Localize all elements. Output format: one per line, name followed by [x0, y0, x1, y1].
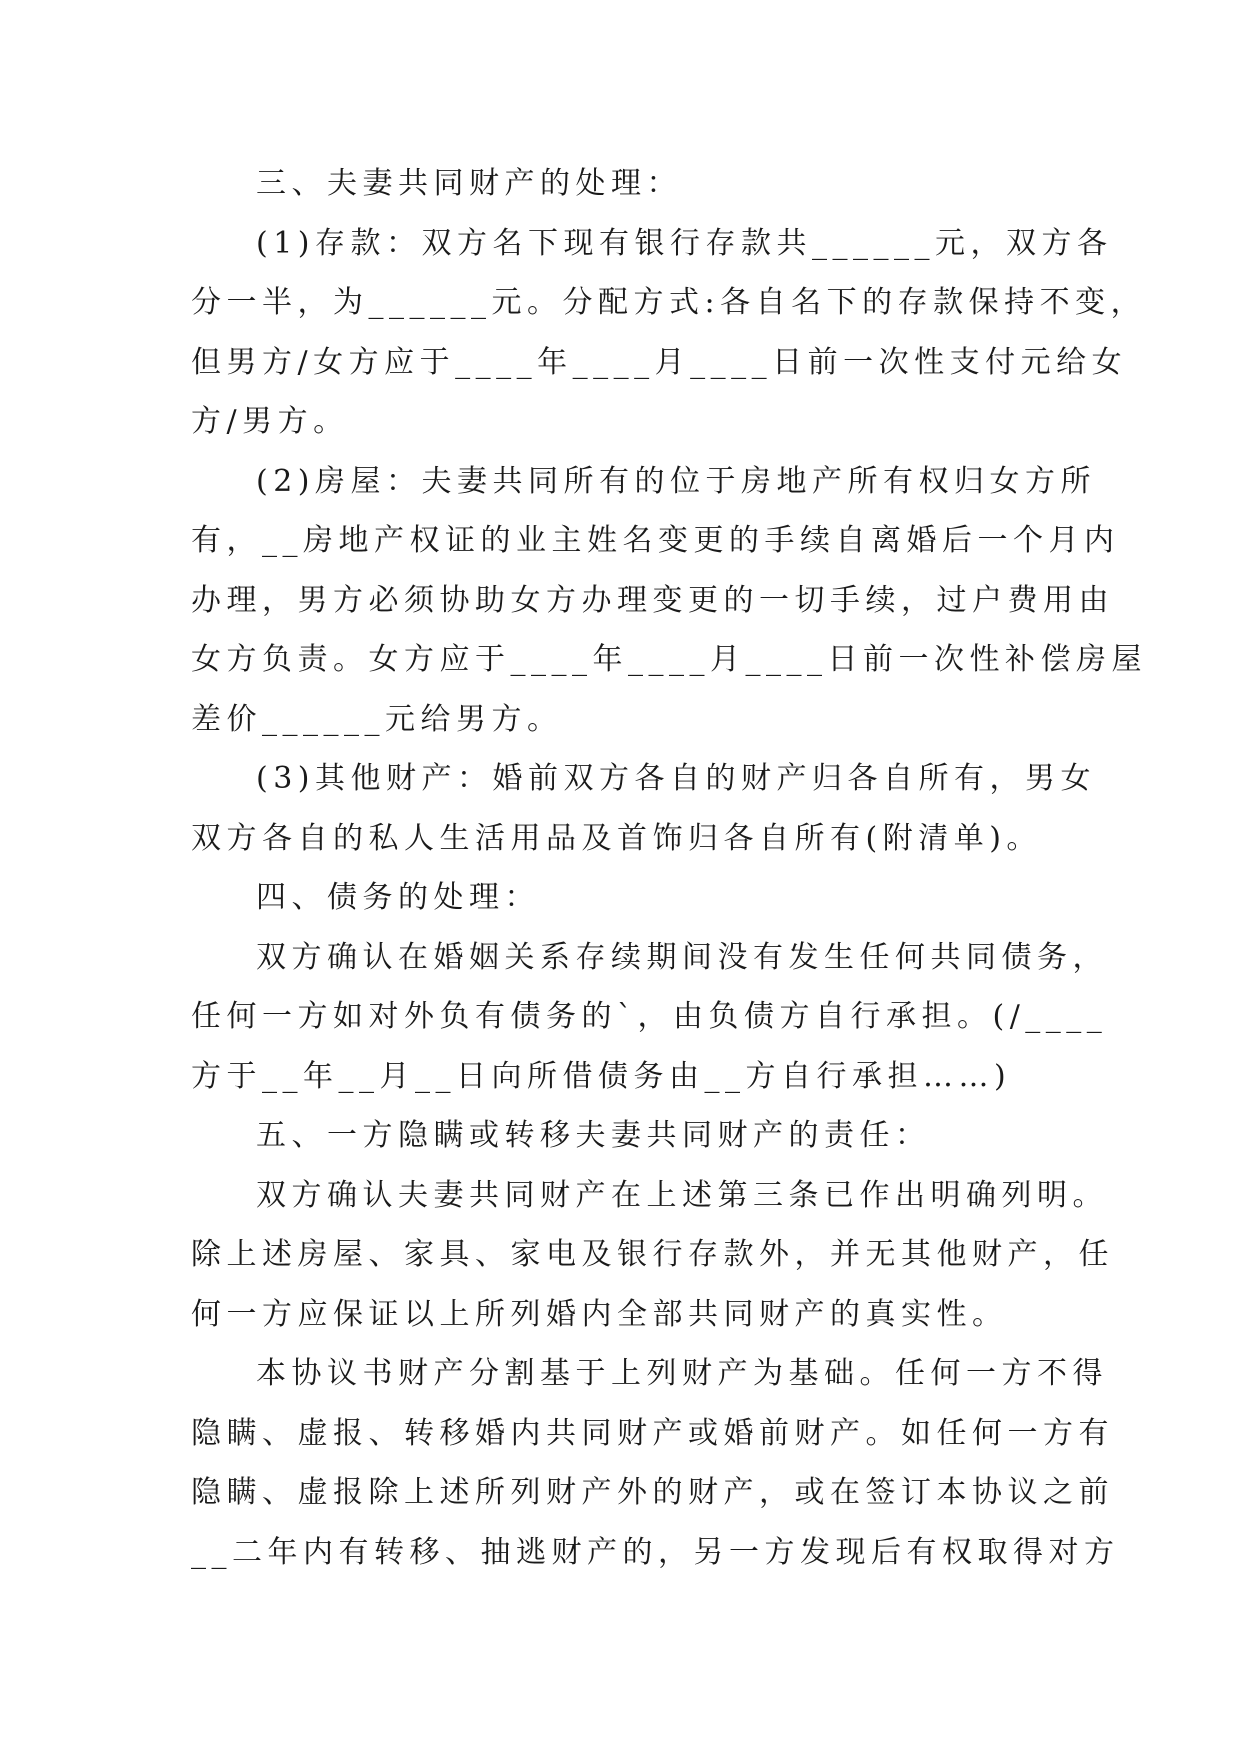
paragraph-line: 隐瞒、虚报、转移婚内共同财产或婚前财产。如任何一方有 [191, 1415, 1114, 1451]
paragraph-line: 方/男方。 [191, 404, 349, 439]
section-heading-property: 三、夫妻共同财产的处理： [256, 166, 682, 201]
paragraph-line: 分一半，为______元。分配方式:各自名下的存款保持不变， [191, 285, 1147, 320]
paragraph-line: 女方负责。女方应于____年____月____日前一次性补偿房屋 [191, 642, 1147, 677]
paragraph-line: __二年内有转移、抽逃财产的，另一方发现后有权取得对方 [191, 1534, 1120, 1570]
paragraph-line: 但男方/女方应于____年____月____日前一次性支付元给女 [191, 344, 1128, 380]
paragraph-line: 双方确认夫妻共同财产在上述第三条已作出明确列明。 [256, 1177, 1108, 1213]
paragraph-line: (3)其他财产：婚前双方各自的财产归各自所有，男女 [256, 761, 1096, 796]
paragraph-line: 方于__年__月__日向所借债务由__方自行承担……) [191, 1058, 1012, 1094]
paragraph-line: 任何一方如对外负有债务的`，由负债方自行承担。(/____ [191, 999, 1108, 1034]
paragraph-line: 本协议书财产分割基于上列财产为基础。任何一方不得 [256, 1356, 1108, 1391]
document-body [191, 154, 1147, 1582]
paragraph-line: 除上述房屋、家具、家电及银行存款外，并无其他财产，任 [191, 1237, 1114, 1272]
paragraph-line: (2)房屋：夫妻共同所有的位于房地产所有权归女方所 [256, 463, 1096, 499]
section-heading-debt: 四、债务的处理： [256, 880, 540, 915]
paragraph-line: 办理，男方必须协助女方办理变更的一切手续，过户费用由 [191, 582, 1114, 618]
paragraph-line: 有，__房地产权证的业主姓名变更的手续自离婚后一个月内 [191, 523, 1120, 558]
paragraph-line: 隐瞒、虚报除上述所列财产外的财产，或在签订本协议之前 [191, 1475, 1114, 1510]
paragraph-line: 差价______元给男方。 [191, 701, 563, 737]
section-heading-liability: 五、一方隐瞒或转移夫妻共同财产的责任： [256, 1118, 931, 1153]
paragraph-line: (1)存款：双方名下现有银行存款共______元，双方各 [256, 225, 1113, 261]
paragraph-line: 双方确认在婚姻关系存续期间没有发生任何共同债务， [256, 939, 1108, 975]
paragraph-line: 双方各自的私人生活用品及首饰归各自所有(附清单)。 [191, 820, 1042, 856]
paragraph-line: 何一方应保证以上所列婚内全部共同财产的真实性。 [191, 1296, 1008, 1332]
